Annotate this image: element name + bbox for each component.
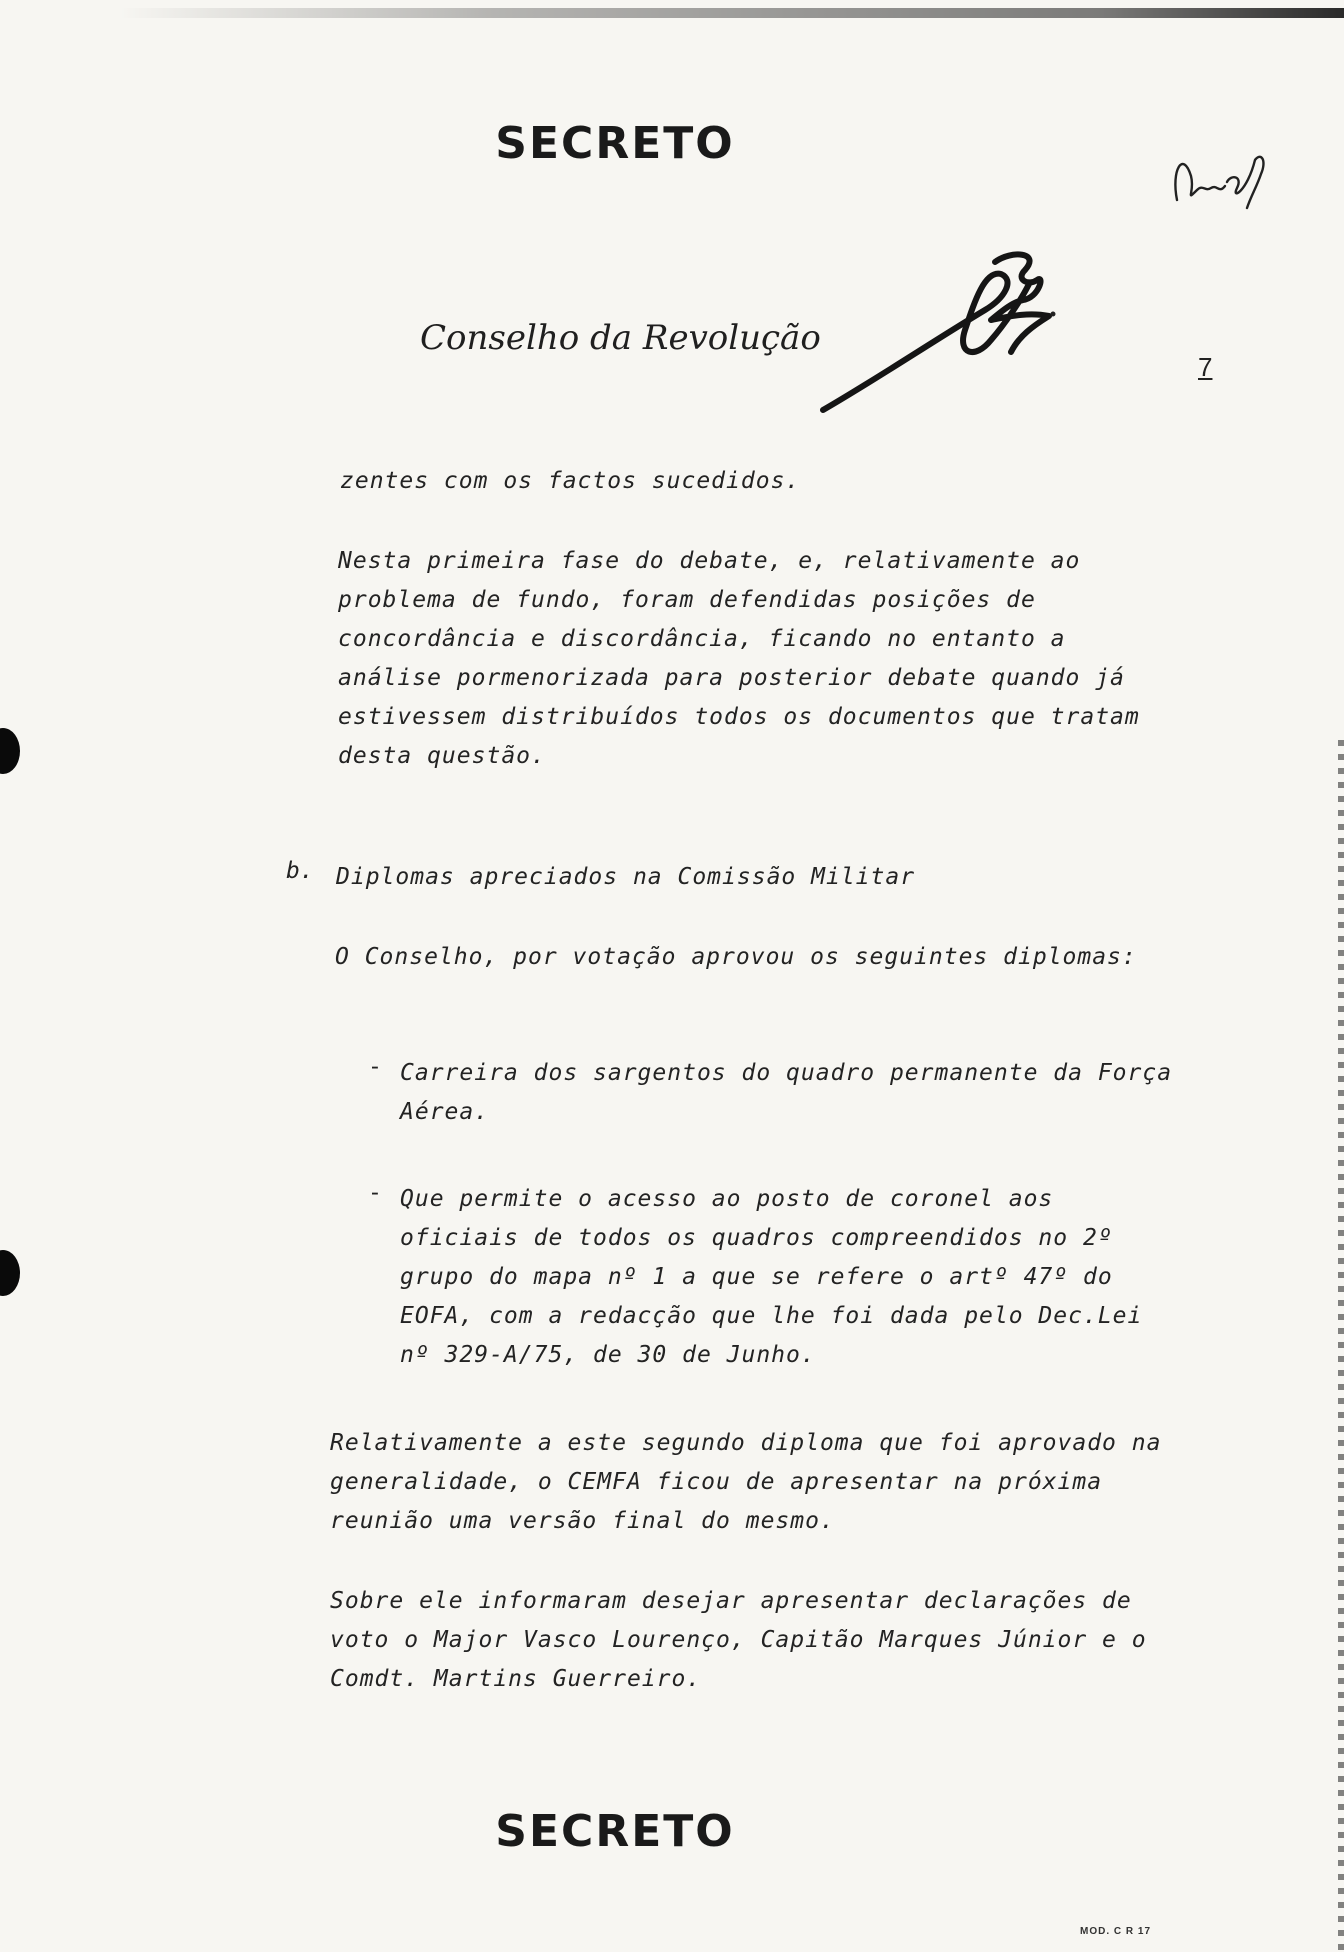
scan-right-edge	[1338, 740, 1344, 1952]
handwritten-initials	[1165, 130, 1275, 220]
list-item-coronel: Que permite o acesso ao posto de coronel aos oficiais de todos os quadros compreendidos no 2º grupo do mapa nº 1 a que se refere o artº 47º do EOFA, com a redacção que lhe foi dada pelo Dec.Lei nº 329-A/75, de 30 de Junho.	[400, 1186, 1143, 1368]
classification-stamp-bottom: SECRETO	[495, 1806, 735, 1857]
list-item-sargentos: Carreira dos sargentos do quadro permanente da Força Aérea.	[400, 1060, 1173, 1125]
letterhead-title: Conselho da Revolução	[420, 318, 821, 358]
form-code: MOD. C R 17	[1080, 1926, 1152, 1937]
classification-stamp-top: SECRETO	[495, 118, 735, 169]
bullet-dash-1: -	[368, 1054, 382, 1080]
paragraph-debate: Nesta primeira fase do debate, e, relativamente ao problema de fundo, foram defendidas posições de concordância e discordância, ficando no entanto a análise pormenorizada para posterior debate quando já estivessem distribuídos todos os documentos que tratam desta questão.	[338, 548, 1140, 769]
punch-hole-upper	[0, 728, 20, 774]
paragraph-continuation: zentes com os factos sucedidos.	[340, 468, 801, 494]
scan-top-edge	[120, 8, 1344, 18]
section-marker-b: b.	[286, 858, 314, 884]
bullet-dash-2: -	[368, 1180, 382, 1206]
paragraph-second-diploma: Relativamente a este segundo diploma que foi aprovado na generalidade, o CEMFA ficou de apresentar na próxima reunião uma versão final do mesmo.	[330, 1430, 1162, 1534]
paragraph-declarations: Sobre ele informaram desejar apresentar declarações de voto o Major Vasco Lourenço, Capitão Marques Júnior e o Comdt. Martins Guerreiro.	[330, 1588, 1147, 1692]
section-title-diplomas: Diplomas apreciados na Comissão Militar	[336, 864, 916, 890]
punch-hole-lower	[0, 1250, 20, 1296]
paragraph-approval: O Conselho, por votação aprovou os seguintes diplomas:	[335, 944, 1137, 970]
signature-mark	[815, 240, 1075, 420]
page-number: 7	[1198, 352, 1213, 382]
